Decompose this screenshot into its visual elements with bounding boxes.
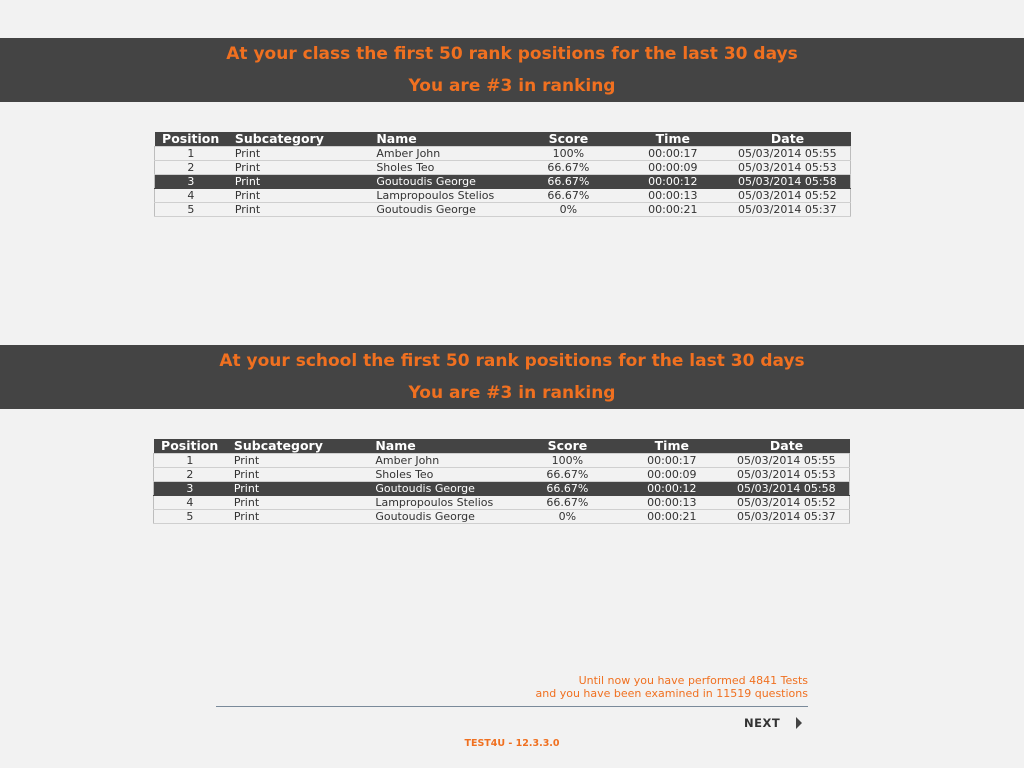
cell-name: Amber John [375, 454, 514, 468]
column-header-position: Position [155, 132, 227, 147]
cell-date: 05/03/2014 05:55 [725, 147, 851, 161]
column-header-position: Position [154, 439, 226, 454]
cell-name: Lampropoulos Stelios [375, 496, 514, 510]
cell-date: 05/03/2014 05:52 [725, 189, 851, 203]
cell-position: 5 [155, 203, 227, 217]
cell-subcategory: Print [227, 161, 376, 175]
cell-time: 00:00:12 [620, 482, 723, 496]
cell-position: 1 [154, 454, 226, 468]
column-header-subcategory: Subcategory [226, 439, 375, 454]
cell-date: 05/03/2014 05:52 [724, 496, 850, 510]
cell-position: 4 [155, 189, 227, 203]
cell-date: 05/03/2014 05:55 [724, 454, 850, 468]
table-row [155, 189, 851, 203]
cell-name: Goutoudis George [375, 510, 514, 524]
cell-position: 5 [154, 510, 226, 524]
cell-subcategory: Print [226, 468, 375, 482]
school-ranking-position: You are #3 in ranking [408, 383, 616, 403]
cell-name: Goutoudis George [376, 175, 515, 189]
cell-time: 00:00:21 [620, 510, 723, 524]
table-row [155, 203, 851, 217]
next-button-label: NEXT [744, 716, 781, 730]
cell-date: 05/03/2014 05:58 [725, 175, 851, 189]
column-header-time: Time [621, 132, 724, 147]
cell-score: 66.67% [516, 175, 621, 189]
cell-subcategory: Print [227, 147, 376, 161]
table-row-current-user [154, 482, 850, 496]
cell-name: Lampropoulos Stelios [376, 189, 515, 203]
footer-divider [216, 706, 808, 707]
column-header-score: Score [516, 132, 621, 147]
cell-date: 05/03/2014 05:53 [725, 161, 851, 175]
class-ranking-position: You are #3 in ranking [408, 76, 616, 96]
cell-time: 00:00:09 [620, 468, 723, 482]
tests-performed-text: Until now you have performed 4841 Tests [578, 674, 808, 687]
cell-name: Goutoudis George [376, 203, 515, 217]
table-row-current-user [155, 175, 851, 189]
version-label: TEST4U - 12.3.3.0 [464, 738, 560, 749]
table-row [154, 454, 850, 468]
cell-score: 0% [515, 510, 620, 524]
column-header-time: Time [620, 439, 723, 454]
table-row [155, 161, 851, 175]
questions-examined-text: and you have been examined in 11519 questions [535, 687, 808, 700]
cell-time: 00:00:17 [621, 147, 724, 161]
cell-subcategory: Print [227, 175, 376, 189]
school-ranking-title: At your school the first 50 rank positions for the last 30 days [219, 351, 805, 371]
cell-name: Sholes Teo [376, 161, 515, 175]
cell-name: Amber John [376, 147, 515, 161]
column-header-subcategory: Subcategory [227, 132, 376, 147]
cell-subcategory: Print [226, 510, 375, 524]
triangle-right-icon [796, 717, 802, 729]
table-row [155, 147, 851, 161]
cell-time: 00:00:17 [620, 454, 723, 468]
cell-subcategory: Print [226, 454, 375, 468]
school-ranking-banner [0, 345, 1024, 409]
class-ranking-title: At your class the first 50 rank positions for the last 30 days [226, 44, 798, 64]
table-header-row [155, 132, 851, 147]
cell-date: 05/03/2014 05:53 [724, 468, 850, 482]
cell-subcategory: Print [226, 496, 375, 510]
cell-position: 2 [155, 161, 227, 175]
table-row [154, 468, 850, 482]
cell-score: 66.67% [516, 161, 621, 175]
cell-score: 100% [515, 454, 620, 468]
cell-time: 00:00:13 [620, 496, 723, 510]
cell-date: 05/03/2014 05:37 [724, 510, 850, 524]
cell-date: 05/03/2014 05:58 [724, 482, 850, 496]
column-header-score: Score [515, 439, 620, 454]
cell-date: 05/03/2014 05:37 [725, 203, 851, 217]
cell-score: 66.67% [516, 189, 621, 203]
cell-position: 3 [154, 482, 226, 496]
test-statistics [536, 674, 808, 700]
next-button[interactable] [744, 714, 802, 732]
cell-subcategory: Print [227, 189, 376, 203]
column-header-name: Name [375, 439, 514, 454]
cell-position: 1 [155, 147, 227, 161]
cell-time: 00:00:13 [621, 189, 724, 203]
table-header-row [154, 439, 850, 454]
cell-position: 3 [155, 175, 227, 189]
cell-name: Sholes Teo [375, 468, 514, 482]
school-ranking-table [153, 439, 850, 524]
cell-subcategory: Print [226, 482, 375, 496]
column-header-name: Name [376, 132, 515, 147]
cell-time: 00:00:12 [621, 175, 724, 189]
table-row [154, 496, 850, 510]
cell-score: 0% [516, 203, 621, 217]
column-header-date: Date [725, 132, 851, 147]
class-ranking-banner [0, 38, 1024, 102]
cell-time: 00:00:09 [621, 161, 724, 175]
cell-position: 2 [154, 468, 226, 482]
cell-position: 4 [154, 496, 226, 510]
cell-score: 66.67% [515, 468, 620, 482]
table-row [154, 510, 850, 524]
cell-name: Goutoudis George [375, 482, 514, 496]
cell-score: 66.67% [515, 482, 620, 496]
cell-score: 66.67% [515, 496, 620, 510]
column-header-date: Date [724, 439, 850, 454]
cell-score: 100% [516, 147, 621, 161]
cell-time: 00:00:21 [621, 203, 724, 217]
class-ranking-table [154, 132, 851, 217]
cell-subcategory: Print [227, 203, 376, 217]
